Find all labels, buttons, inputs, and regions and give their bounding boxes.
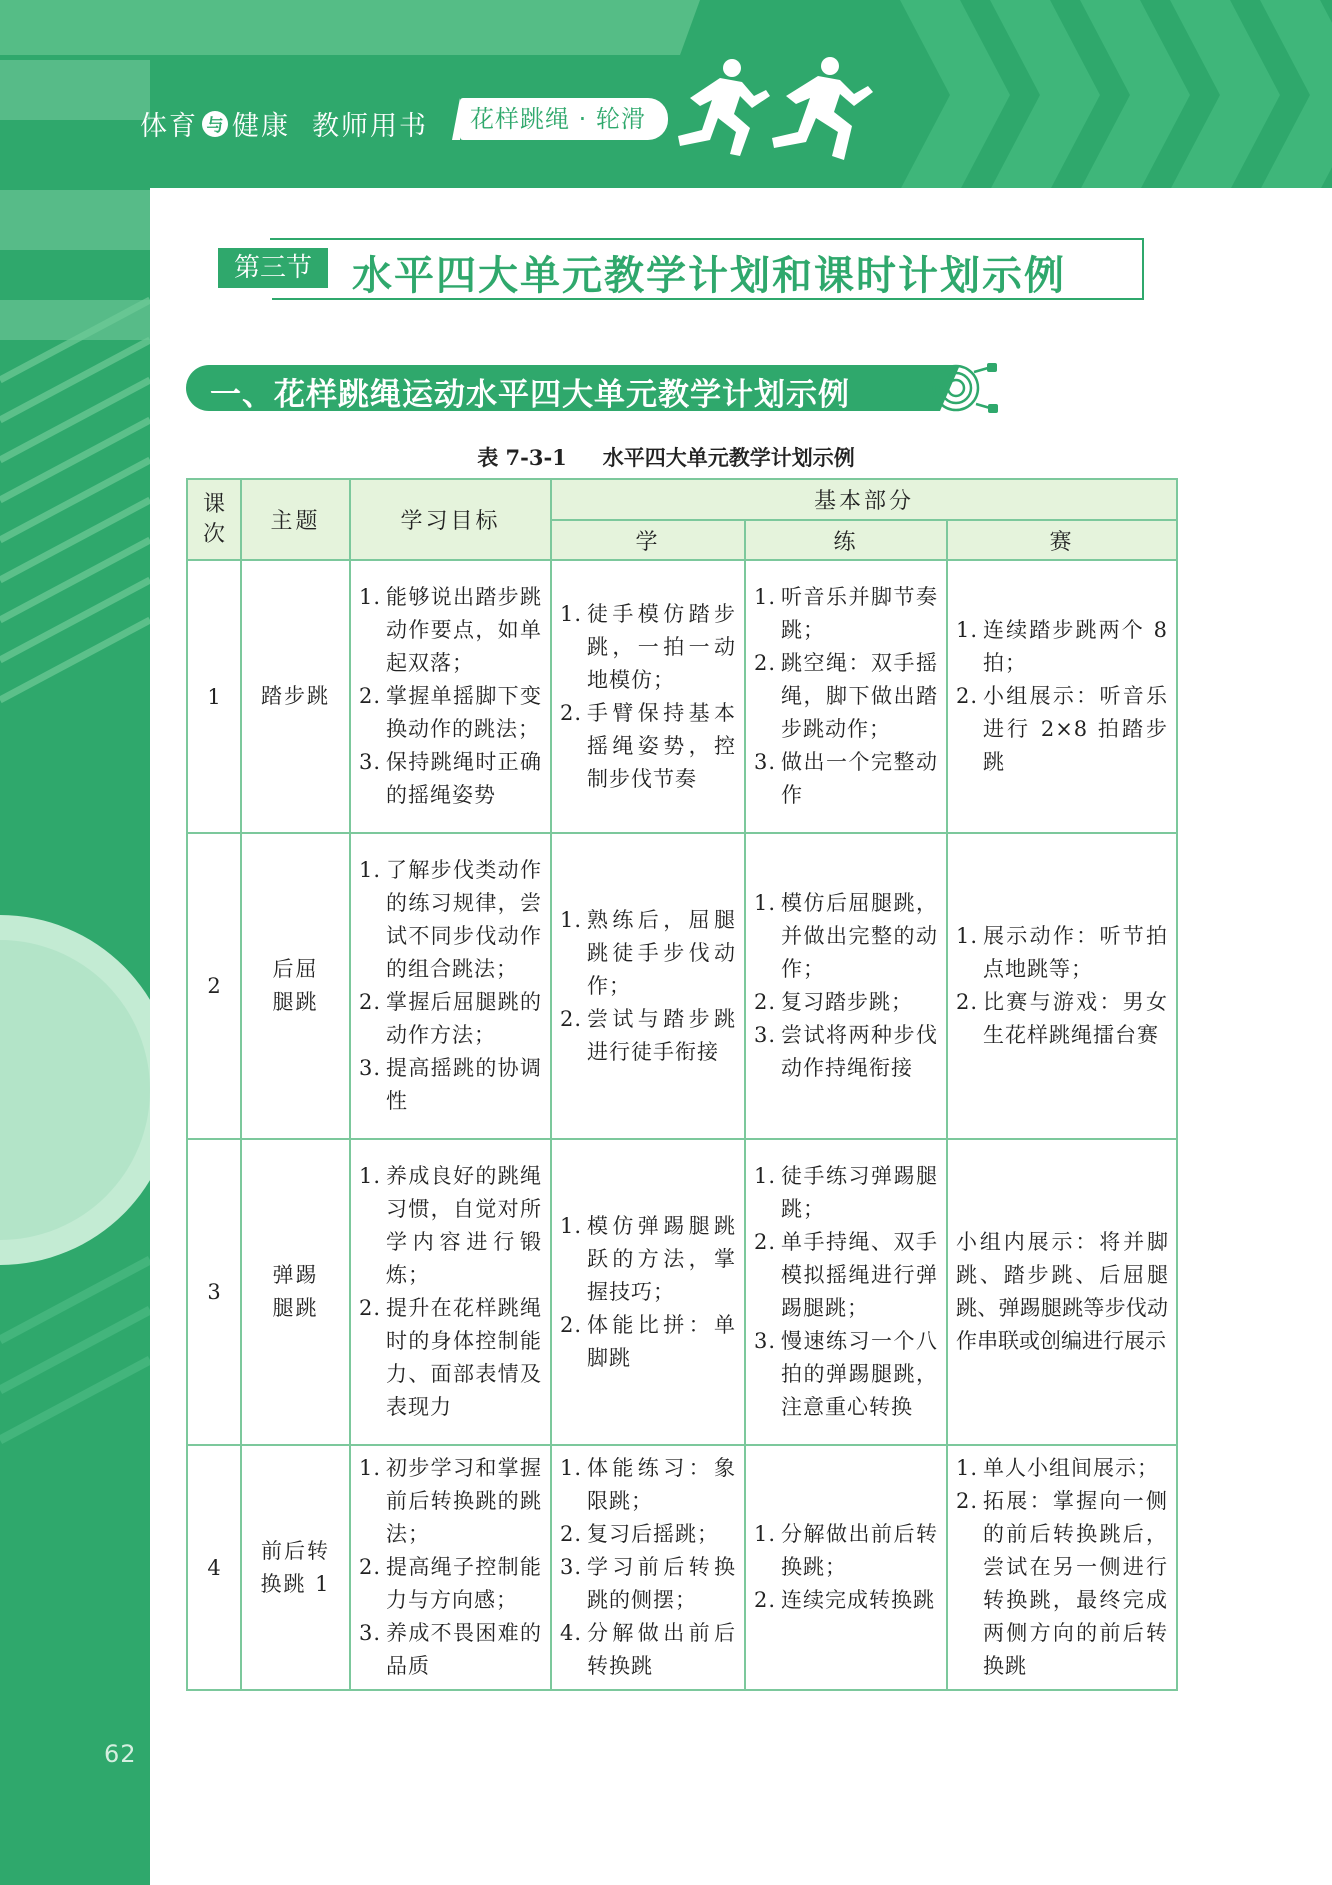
book-title-part3: 教师用书 [312,111,428,142]
list-item: 2. 小组展示：听音乐进行 2×8 拍踏步跳 [956,684,1169,774]
list-item: 2. 掌握单摇脚下变换动作的跳法； [359,684,542,741]
table-row [187,1139,1177,1445]
list-item: 1. 徒手模仿踏步跳，一拍一动地模仿； [560,601,736,692]
list-item: 2. 手臂保持基本摇绳姿势，控制步伐节奏 [560,700,736,791]
section-title: 水平四大单元教学计划和课时计划示例 [352,253,1066,299]
list-item: 3. 尝试将两种步伐动作持绳衔接 [754,1023,938,1080]
compete-list [956,920,1168,1052]
list-item: 1. 连续踏步跳两个 8 拍； [956,618,1169,675]
list-item: 1. 单人小组间展示； [956,1456,1159,1480]
list-item: 3. 学习前后转换跳的侧摆； [560,1555,736,1612]
module-tag: 花样跳绳 · 轮滑 [460,98,668,140]
list-item: 3. 做出一个完整动作 [754,750,938,807]
runners-icon [670,56,900,166]
header-goal: 学习目标 [350,479,551,560]
list-item: 2. 掌握后屈腿跳的动作方法； [359,990,542,1047]
header-practice: 练 [745,520,947,560]
lesson-topic: 后屈腿跳 [241,833,350,1139]
table-row [187,560,1177,833]
header-compete: 赛 [947,520,1177,560]
goal-list [359,581,542,812]
lesson-number: 4 [187,1445,241,1690]
list-item: 3. 提高摇跳的协调性 [359,1056,542,1113]
list-item: 1. 了解步伐类动作的练习规律，尝试不同步伐动作的组合跳法； [359,858,542,981]
section-heading [212,238,1144,300]
table-caption-number: 表 7-3-1 [477,445,567,470]
table-caption-title: 水平四大单元教学计划示例 [602,445,855,470]
list-item: 2. 尝试与踏步跳进行徒手衔接 [560,1006,736,1064]
compete-text: 小组内展示：将并脚跳、踏步跳、后屈腿跳、弹踢腿跳等步伐动作串联或创编进行展示 [947,1139,1177,1445]
lesson-number: 1 [187,560,241,833]
list-item: 1. 模仿弹踢腿跳跃的方法，掌握技巧； [560,1213,736,1304]
lesson-number: 3 [187,1139,241,1445]
goal-list [359,1452,542,1683]
header-topic: 主题 [241,479,350,560]
book-title-part1: 体育 [140,111,198,142]
learn-list [560,1210,736,1375]
list-item: 1. 徒手练习弹踢腿跳； [754,1164,938,1221]
jump-rope-icon [930,358,1000,418]
goal-list [359,854,542,1118]
book-title-part2: 健康 [232,111,290,142]
list-item: 1. 体能练习：象限跳； [560,1456,736,1513]
unit-plan-table [186,478,1178,1691]
list-item: 2. 单手持绳、双手模拟摇绳进行弹踢腿跳； [754,1230,938,1320]
list-item: 1. 分解做出前后转换跳； [754,1522,938,1579]
lesson-topic: 弹踢腿跳 [241,1139,350,1445]
header-learn: 学 [551,520,745,560]
book-title-and-badge: 与 [202,111,228,137]
list-item: 2. 复习后摇跳； [560,1522,719,1546]
list-item: 3. 养成不畏困难的品质 [359,1621,542,1678]
list-item: 4. 分解做出前后转换跳 [560,1621,736,1678]
list-item: 1. 能够说出踏步跳动作要点，如单起双落； [359,585,542,675]
list-item: 3. 慢速练习一个八拍的弹踢腿跳，注意重心转换 [754,1329,938,1419]
practice-list [754,581,938,812]
list-item: 2. 提升在花样跳绳时的身体控制能力、面部表情及表现力 [359,1296,542,1419]
learn-list [560,1452,736,1683]
list-item: 1. 初步学习和掌握前后转换跳的跳法； [359,1456,542,1546]
list-item: 2. 跳空绳：双手摇绳，脚下做出踏步跳动作； [754,651,938,741]
list-item: 1. 模仿后屈腿跳，并做出完整的动作； [754,891,938,981]
practice-list [754,1518,938,1617]
lesson-number: 2 [187,833,241,1139]
list-item: 2. 比赛与游戏：男女生花样跳绳擂台赛 [956,990,1169,1047]
compete-list [956,1452,1168,1683]
subsection-title: 一、花样跳绳运动水平四大单元教学计划示例 [210,377,850,413]
header-lesson: 课次 [187,479,241,560]
page-number: 62 [104,1740,137,1768]
learn-list [560,598,736,796]
table-caption [0,442,1332,472]
section-badge: 第三节 [218,248,328,288]
header-basic-part: 基本部分 [551,479,1177,520]
compete-list [956,614,1168,779]
book-title [140,104,428,143]
list-item: 1. 养成良好的跳绳习惯，自觉对所学内容进行锻炼； [359,1164,542,1287]
list-item: 2. 连续完成转换跳 [754,1588,935,1612]
list-item: 2. 拓展：掌握向一侧的前后转换跳后，尝试在另一侧进行转换跳，最终完成两侧方向的前后转换跳 [956,1489,1169,1678]
subsection-banner [186,365,940,411]
list-item: 3. 保持跳绳时正确的摇绳姿势 [359,750,542,807]
lesson-topic: 踏步跳 [241,560,350,833]
list-item: 2. 复习踏步跳； [754,990,913,1014]
lesson-topic: 前后转换跳 1 [241,1445,350,1690]
list-item: 1. 听音乐并脚节奏跳； [754,585,938,642]
practice-list [754,1160,938,1424]
learn-list [560,904,736,1069]
list-item: 2. 体能比拼：单脚跳 [560,1312,736,1370]
table-row [187,833,1177,1139]
goal-list [359,1160,542,1424]
list-item: 2. 提高绳子控制能力与方向感； [359,1555,542,1612]
list-item: 1. 展示动作：听节拍点地跳等； [956,924,1169,981]
practice-list [754,887,938,1085]
list-item: 1. 熟练后，屈腿跳徒手步伐动作； [560,907,736,998]
table-row [187,1445,1177,1690]
